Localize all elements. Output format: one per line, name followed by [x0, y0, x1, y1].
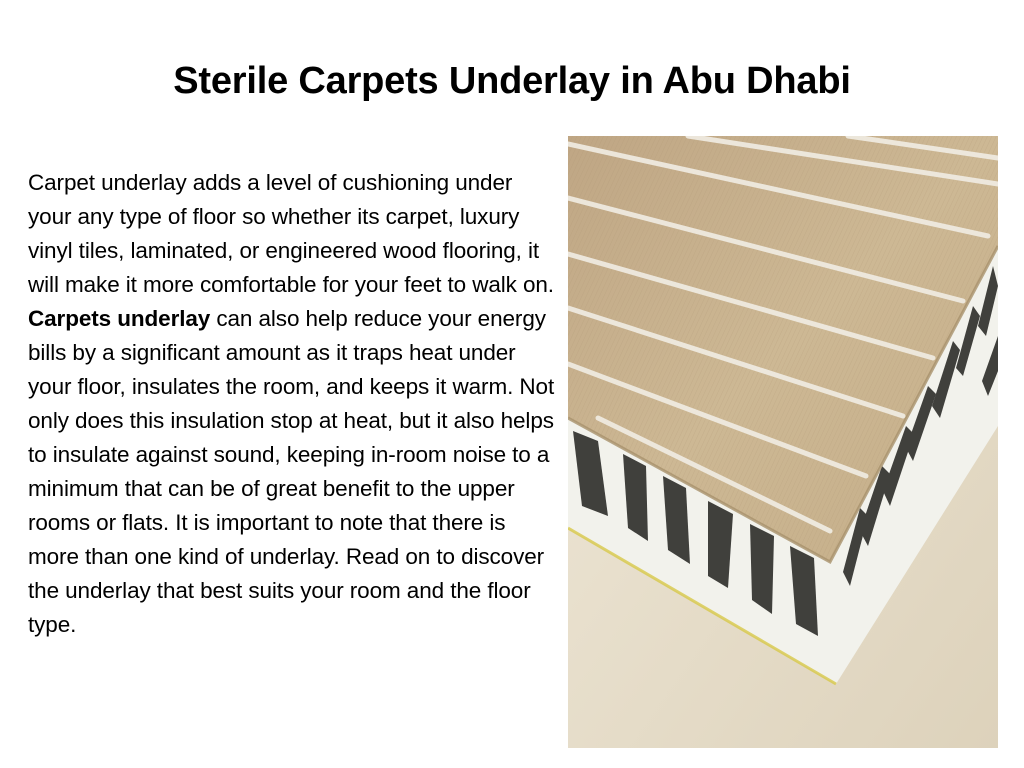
paragraph-bold-term: Carpets underlay [28, 306, 211, 331]
paragraph-rest: can also help reduce your energy bills by a significant amount as it traps heat under your floor, insulates the room, and keeps it warm. Not only does this insulation stop at heat, but it also helps to insulate against sound, keeping in-room noise to a minimum that can be of great benefit to the upper rooms or flats. It is important to note that there is more than one kind of underlay. Read on to discover the underlay that best suits your room and the floor type. [28, 306, 555, 637]
carpet-underlay-photo [568, 136, 998, 748]
paragraph-intro: Carpet underlay adds a level of cushioning under your any type of floor so whether its carpet, luxury vinyl tiles, laminated, or engineered wood flooring, it will make it more comfortable for your feet to walk on. [28, 170, 554, 297]
body-paragraph [28, 166, 558, 642]
carpet-underlay-image [568, 136, 998, 748]
slide-title: Sterile Carpets Underlay in Abu Dhabi [173, 60, 851, 103]
